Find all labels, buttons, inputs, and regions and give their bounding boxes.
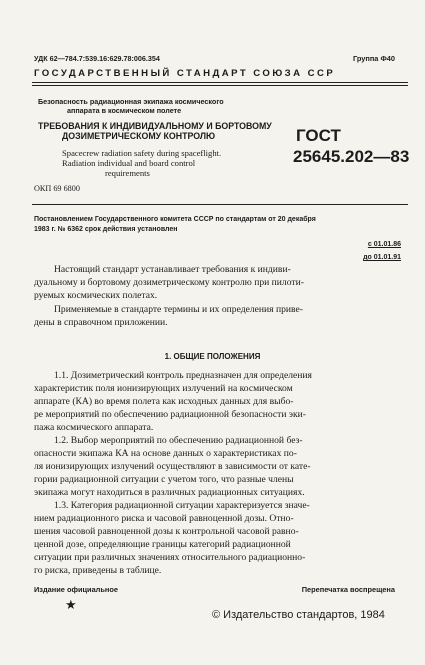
body-line: нием радиационного риска и часовой равноценной дозы. Отно- bbox=[34, 513, 294, 524]
standard-header: ГОСУДАРСТВЕННЫЙ СТАНДАРТ СОЮЗА ССР bbox=[34, 68, 336, 79]
reprint-prohibited-note: Перепечатка воспрещена bbox=[301, 585, 395, 594]
body-line: шения часовой равноценной дозы к контрольной часовой равно- bbox=[34, 526, 299, 537]
header-rule bbox=[32, 82, 408, 83]
body-line: 1.2. Выбор мероприятий по обеспечению радиационной без- bbox=[54, 435, 303, 446]
body-line: ценной дозе, определяющие границы категорий радиационной bbox=[34, 539, 291, 550]
section-rule bbox=[32, 204, 408, 205]
body-line: ре мероприятий по обеспечению радиационной безопасности эки- bbox=[34, 409, 306, 420]
body-line: го риска, приведены в таблице. bbox=[34, 565, 162, 576]
okp-code: ОКП 69 6800 bbox=[34, 184, 80, 193]
resolution-line: 1983 г. № 6362 срок действия установлен bbox=[34, 226, 178, 233]
standard-title: ДОЗИМЕТРИЧЕСКОМУ КОНТРОЛЮ bbox=[62, 131, 216, 141]
body-line: ситуации при различных значениях относительного радиационно- bbox=[34, 552, 306, 563]
standard-title: ТРЕБОВАНИЯ К ИНДИВИДУАЛЬНОМУ И БОРТОВОМУ bbox=[38, 121, 272, 131]
english-title: requirements bbox=[105, 168, 150, 178]
topic-line: Безопасность радиационная экипажа космического bbox=[38, 97, 224, 106]
body-line: аппарате (КА) во время полета как исходных данных для выбо- bbox=[34, 396, 294, 407]
section-heading: 1. ОБЩИЕ ПОЛОЖЕНИЯ bbox=[164, 352, 261, 361]
body-line: пажа космического аппарата. bbox=[34, 422, 154, 433]
star-icon: ★ bbox=[65, 597, 77, 612]
body-line: экипажа могут находиться в различных радиационных ситуациях. bbox=[34, 487, 305, 498]
valid-from: с 01.01.86 bbox=[367, 241, 401, 248]
body-line: руемых космических полетах. bbox=[34, 290, 158, 301]
english-title: Radiation individual and board control bbox=[62, 158, 196, 168]
official-edition-note: Издание официальное bbox=[34, 585, 119, 594]
body-line: ля ионизирующих излучений осуществляют в зависимости от кате- bbox=[34, 461, 311, 472]
gost-number: 25645.202—83 bbox=[293, 147, 410, 166]
body-line: дены в справочном приложении. bbox=[34, 317, 168, 328]
body-line: 1.3. Категория радиационной ситуации характеризуется значе- bbox=[54, 500, 310, 511]
udk-code: УДК 62—784.7:539.16:629.78:006.354 bbox=[34, 54, 160, 63]
publisher-copyright: © Издательство стандартов, 1984 bbox=[212, 609, 385, 621]
body-line: гории радиационной ситуации с учетом того, что разные члены bbox=[34, 474, 294, 485]
resolution-line: Постановлением Государственного комитета СССР по стандартам от 20 декабря bbox=[34, 216, 316, 223]
group-code: Группа Ф40 bbox=[352, 54, 395, 63]
body-line: характеристик поля ионизирующих излучений на космическом bbox=[34, 383, 293, 394]
body-line: опасности экипажа КА на основе данных о характеристиках по- bbox=[34, 448, 297, 459]
body-line: Применяемые в стандарте термины и их определения приве- bbox=[54, 304, 303, 315]
valid-to: до 01.01.91 bbox=[363, 254, 401, 261]
body-line: 1.1. Дозиметрический контроль предназначен для определения bbox=[54, 370, 312, 381]
gost-label: ГОСТ bbox=[296, 126, 341, 145]
topic-line: аппарата в космическом полете bbox=[67, 106, 182, 115]
header-rule-thin bbox=[32, 85, 408, 86]
english-title: Spacecrew radiation safety during spaceflight. bbox=[62, 148, 222, 158]
body-line: Настоящий стандарт устанавливает требования к индиви- bbox=[54, 264, 291, 275]
body-line: дуальному и бортовому дозиметрическому контролю при пилоти- bbox=[34, 277, 304, 288]
